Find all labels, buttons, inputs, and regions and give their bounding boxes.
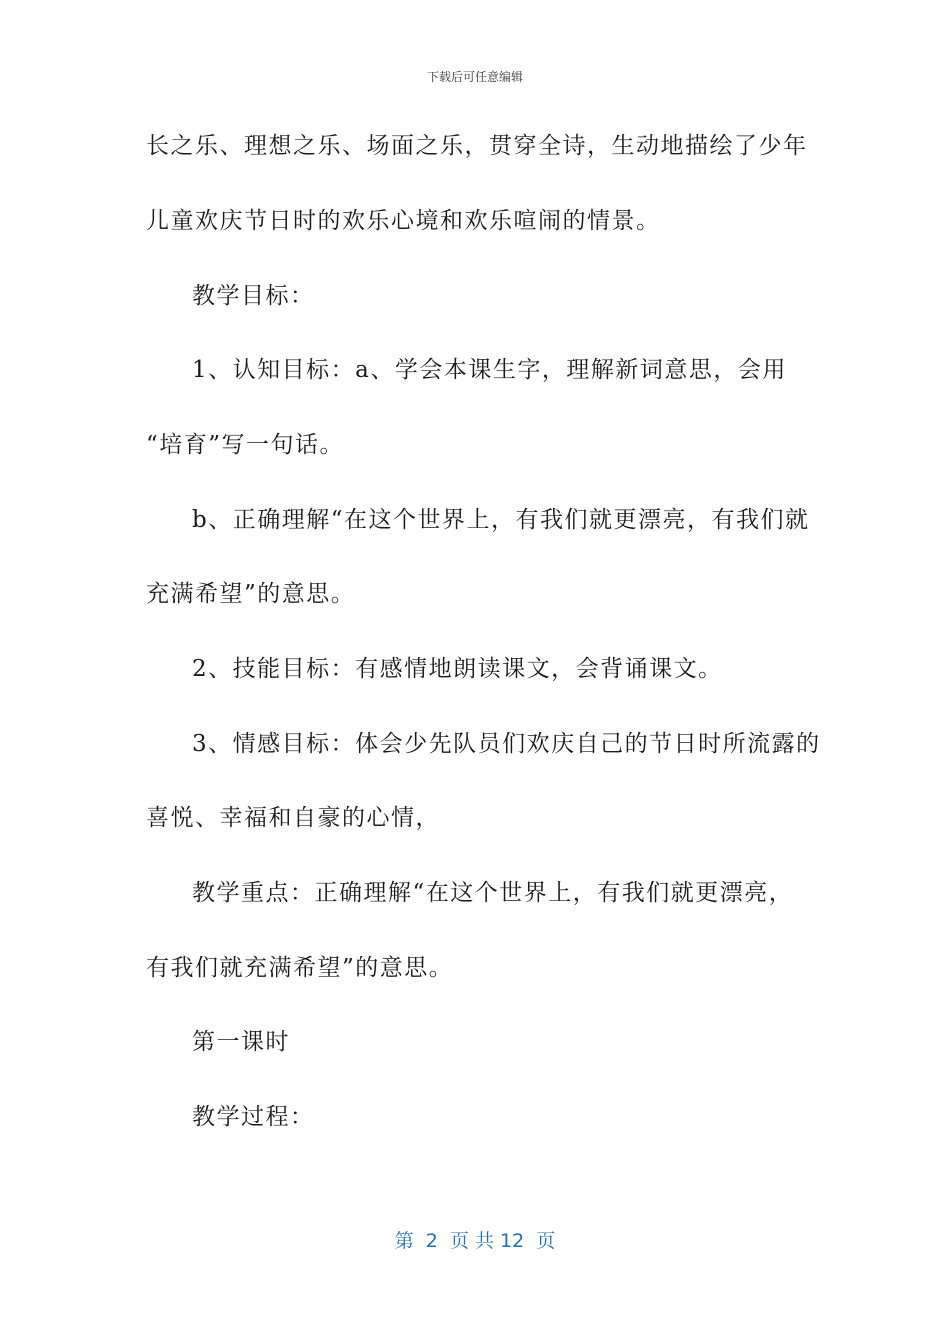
page-number-footer: 第 2 页 共 12 页 — [394, 1230, 556, 1252]
body-line-5: “培育”写一句话。 — [146, 432, 345, 458]
body-line-4: 1、认知目标：a、学会本课生字，理解新词意思，会用 — [192, 357, 787, 383]
body-line-12: 有我们就充满希望”的意思。 — [146, 955, 454, 981]
page-header-note: 下载后可任意编辑 — [426, 70, 523, 84]
body-line-9: 3、情感目标：体会少先队员们欢庆自己的节日时所流露的 — [192, 731, 821, 757]
body-line-2: 儿童欢庆节日时的欢乐心境和欢乐喧闹的情景。 — [146, 208, 661, 234]
body-line-10: 喜悦、幸福和自豪的心情， — [146, 805, 440, 831]
body-line-8: 2、技能目标：有感情地朗读课文，会背诵课文。 — [192, 656, 723, 682]
body-line-3: 教学目标： — [192, 283, 315, 309]
body-line-13: 第一课时 — [192, 1029, 290, 1055]
body-line-1: 长之乐、理想之乐、场面之乐，贯穿全诗，生动地描绘了少年 — [146, 133, 808, 159]
body-line-14: 教学过程： — [192, 1104, 315, 1130]
body-line-6: b、正确理解“在这个世界上，有我们就更漂亮，有我们就 — [192, 507, 810, 533]
body-line-11: 教学重点：正确理解“在这个世界上，有我们就更漂亮， — [192, 880, 794, 906]
body-line-7: 充满希望”的意思。 — [146, 581, 356, 607]
